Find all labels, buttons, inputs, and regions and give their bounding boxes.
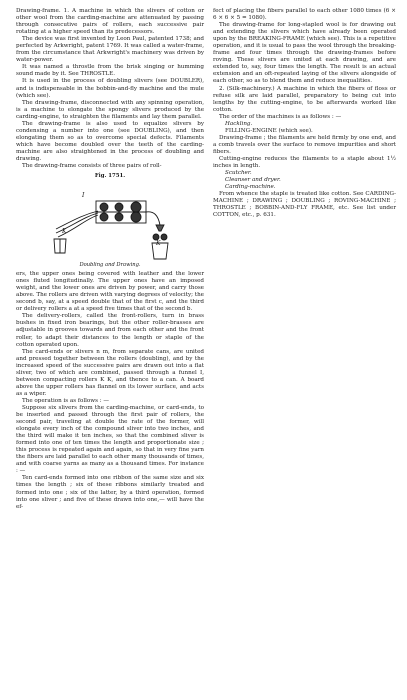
paragraph-order-of-machines: The order of the machines is as follows : — <box>219 113 342 120</box>
right-column <box>213 8 396 219</box>
svg-text:K: K <box>156 240 161 248</box>
paragraph-equalize: The drawing-frame is also used to equalize slivers by condensing a number into one (see DOUBLING), and then elongating them so as to overcome special defects. Filaments which have become doubled over the teeth of the carding-machine are also straightened in the process of doubling and drawing. <box>16 120 204 162</box>
paragraph-fibers-parallel: fect of placing the fibers parallel to each other 1080 times (6 × 6 × 6 × 5 = 1080). <box>213 8 396 22</box>
paragraph-drawing-frame-silk: Drawing-frame ; the filaments are held firmly by one end, and a comb travels over the surface to remove impurities and short fibers. <box>213 134 396 155</box>
paragraph-silk-machinery: 2. (Silk-machinery.) A machine in which the fibers of floss or refuse silk are laid parallel, preparatory to being cut into lengths by the cutting-engine, to be afterwards worked like cotton. <box>213 85 396 113</box>
figure-label: Fig. 1751. <box>94 173 126 180</box>
paragraph-card-ends: The card-ends or slivers n m, from separate cans, are united and pressed together between the rollers (doubling), and by the increased speed of the successive pairs are drawn out into a flat sliver, two of which are combined, passed through a funnel I, between compacting rollers K K, and thence to a can. A board above the upper rollers has flannel on its lower surface, and acts as a wiper. <box>16 348 204 397</box>
paragraph-ten-card-ends: Ten card-ends formed into one ribbon of the same size and six times the length ; six of these ribbons similarly treated and formed into one ; six of the latter, by a third operation, formed into one sliver ; and five of these drawn into one,— will have the ef- <box>16 475 204 510</box>
paragraph-purpose: The drawing-frame, disconnected with any spinning operation, is a machine to elongate the spongy slivers produced by the carding-engine, to straighten the filaments and lay them parallel. <box>16 99 204 120</box>
svg-text:K: K <box>62 228 67 236</box>
svg-text:I: I <box>82 192 85 200</box>
paragraph-throstle: It was named a throstle from the brisk singing or humming sound made by it. See THROSTLE. <box>16 64 204 78</box>
list-item-carding: Carding-machine. <box>225 184 276 191</box>
paragraph-cutting-engine: Cutting-engine reduces the filaments to a staple about 1½ inches in length. <box>213 155 396 170</box>
list-item-hackling: Hackling. <box>225 120 253 127</box>
paragraph-six-slivers: Suppose six slivers from the carding-machine, or card-ends, to be inserted and passed through the first pair of rollers, the second pair, traveling at double the rate of the former, will elongate every inch of the compound sliver into two inches, and the third will make it ten inches, so that the combined sliver is formed into one of ten times the length and proportionate size ; this process is repeated again and again, so that in very fine yarn the fibers are laid parallel to each other many thousands of times, and with coarse yarns as many as a thousand times. For instance : — <box>16 404 204 475</box>
figure-caption: Doubling and Drawing. <box>79 262 141 269</box>
left-column <box>16 8 204 511</box>
paragraph-doubling: It is used in the process of doubling slivers (see DOUBLER), and is indispensable in the bobbin-and-fly machine and the mule (which see). <box>16 78 204 99</box>
paragraph-construction: The drawing-frame consists of three pairs of roll- <box>22 163 162 170</box>
figure-1751 <box>16 173 204 269</box>
paragraph-rollers: ers, the upper ones being covered with leather and the lower ones fluted longitudinally. The upper ones have an imposed weight, and the lower ones are driven by power, and carry those above. The rollers are driven with varying degrees of velocity; the second b, say, at a speed double that of the first c, and the third or delivery rollers a at a speed five times that of the second b. <box>16 271 204 313</box>
paragraph-see-also: From whence the staple is treated like cotton. See CARDING-MACHINE ; DRAWING ; DOUBLING ; ROVING-MACHINE ; THROSTLE ; BOBBIN-AND-FLY FRAME, etc. See list under COTTON, etc., p. 631. <box>213 191 396 219</box>
entry-drawing-frame-intro: Drawing-frame. 1. A machine in which the slivers of cotton or other wool from the carding-machine are attenuated by passing through consecutive pairs of rollers, each successive pair rotating at a higher speed than its predecessors. <box>16 8 204 36</box>
list-item-scutcher: Scutcher. <box>225 170 252 177</box>
list-item-filling-engine: FILLING-ENGINE (which see). <box>225 127 313 134</box>
paragraph-operation-intro: The operation is as follows : — <box>22 397 109 404</box>
list-item-cleanser: Cleanser and dryer. <box>225 177 281 184</box>
drawing-frame-illustration <box>52 181 172 261</box>
paragraph-delivery-rollers: The delivery-rollers, called the front-rollers, turn in brass bushes in fixed iron bearings, but the other roller-brasses are adjustable in grooves towards and from each other and the front roller, to adapt their distances to the length or staple of the cotton operated upon. <box>16 313 204 348</box>
paragraph-long-stapled-wool: The drawing-frame for long-stapled wool is for drawing out and extending the slivers which have already been operated upon by the BREAKING-FRAME (which see). This is a repetitive operation, and it is usual to pass the wool through the breaking-frame and four times through the drawing-frames before roving. These slivers are united at each drawing, and are extended to, say, four times the length. The result is an actual extension and an oft-repeated laying of the slivers alongside of each other, so as to blend them and reduce inequalities. <box>213 22 396 85</box>
paragraph-history: The device was first invented by Leon Paul, patented 1738; and perfected by Arkwright, patent 1769. It was called a water-frame, from the circumstance that Arkwright's machinery was driven by water-power. <box>16 36 204 64</box>
